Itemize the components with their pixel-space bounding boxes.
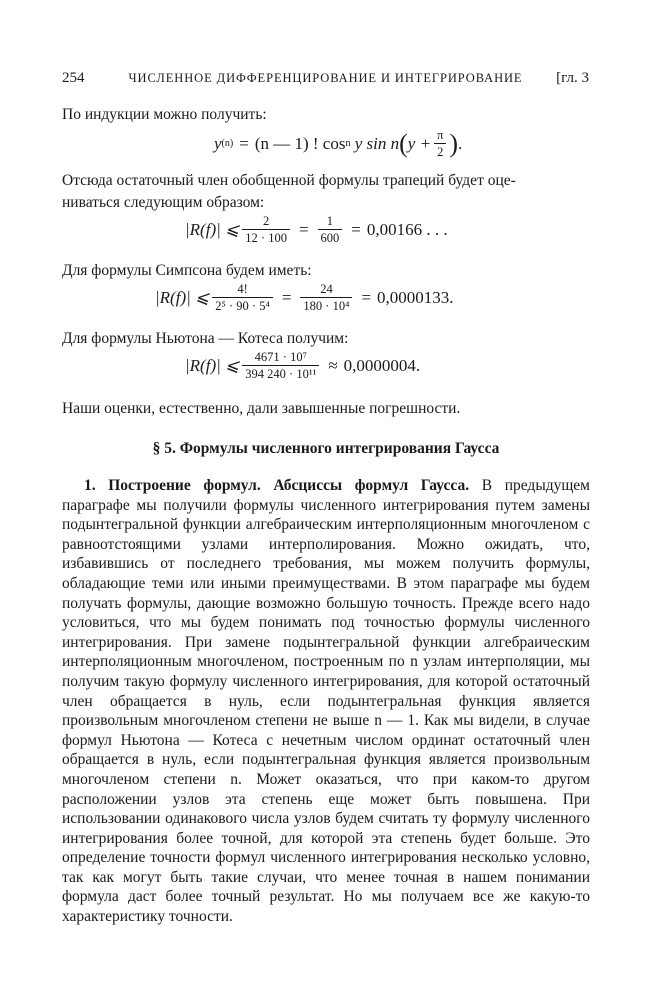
- text-line-estimates: Наши оценки, естественно, дали завышенные погрешности.: [62, 400, 461, 417]
- text-line-remainder-cont: ниваться следующим образом:: [62, 194, 265, 211]
- page-header: [62, 70, 589, 90]
- paragraph-heading: 1. Построение формул. Абсциссы формул Гаусса.: [84, 477, 470, 494]
- formula-simpson-error: |R(f)| ⩽ $\frac{4!}{\text{2⁵ · 90 · 5⁴}}$ = $\frac{24}{\text{180 · 10⁴}}$ = 0,0000133.: [155, 282, 454, 313]
- text-line-remainder: Отсюда остаточный член обобщенной формулы трапеций будет оце-: [62, 172, 516, 189]
- fraction-pi-over-2: $\frac{\pi}{2}$: [434, 128, 446, 159]
- paragraph-body: В предыдущем параграфе мы получили формулы численного интегрирования путем замены подынтегральной функции алгебраическим интерполяционным многочленом с равноотстоящими узлами интерполирования. Можно ожидать, что, избавившись от последнего требования, мы можем получить формулы, обладающие теми или иными преимуществами. В этом параграфе мы будем получать формулы, дающие возможно большую точность. Прежде всего надо условиться, что мы будем понимать под точностью формулы численного интегрирования. При замене подынтегральной функции алгебраическим интерполяционным многочленом, построенным по n узлам интерполяции, мы получим такую формулу численного интегрирования, для которой остаточный член обращается в нуль, если подынтегральная функция является произвольным многочленом степени не выше n — 1. Как мы видели, в случае формул Ньютона — Котеса с нечетным числом ординат остаточный член обращается в нуль, если подынтегральная функция является произвольным многочленом степени n. Может оказаться, что при каком-то другом расположении узлов эта степень еще может быть повышена. При использовании одинакового числа узлов будем считать ту формулу численного интегрирования более точной, для которой эта степень будет больше. Это определение точности формул численного интегрирования несколько условно, так как могут быть такие случаи, что менее точная в нашем понимании формула даст более точный результат. Но мы получаем все же какую-то характеристику точности.: [62, 477, 590, 926]
- page-number: 254: [62, 70, 85, 86]
- formula-trapezoid-error: |R(f)| ⩽ $\frac{2}{12 \cdot 100}$ = $\frac{1}{600}$ = 0,00166 . . .: [185, 214, 448, 245]
- text-line-newton-cotes: Для формулы Ньютона — Котеса получим:: [62, 330, 349, 347]
- text-line-simpson: Для формулы Симпсона будем иметь:: [62, 262, 312, 279]
- chapter-marker: [гл. 3: [556, 70, 589, 86]
- formula-newton-cotes-error: |R(f)| ⩽ $\frac{\text{4671 · 10⁷}}{\text{394 240 · 10¹¹}}$ ≈ 0,0000004.: [185, 350, 421, 381]
- running-title: ЧИСЛЕННОЕ ДИФФЕРЕНЦИРОВАНИЕ И ИНТЕГРИРОВАНИЕ: [128, 71, 523, 85]
- text-line-induction: По индукции можно получить:: [62, 106, 267, 123]
- formula-derivative: y (n) = (n — 1) ! cos n y sin n ( y + $\frac{\pi}{2}$ ) .: [214, 128, 463, 159]
- section-title: § 5. Формулы численного интегрирования Гаусса: [152, 440, 500, 457]
- body-paragraph: [62, 476, 590, 927]
